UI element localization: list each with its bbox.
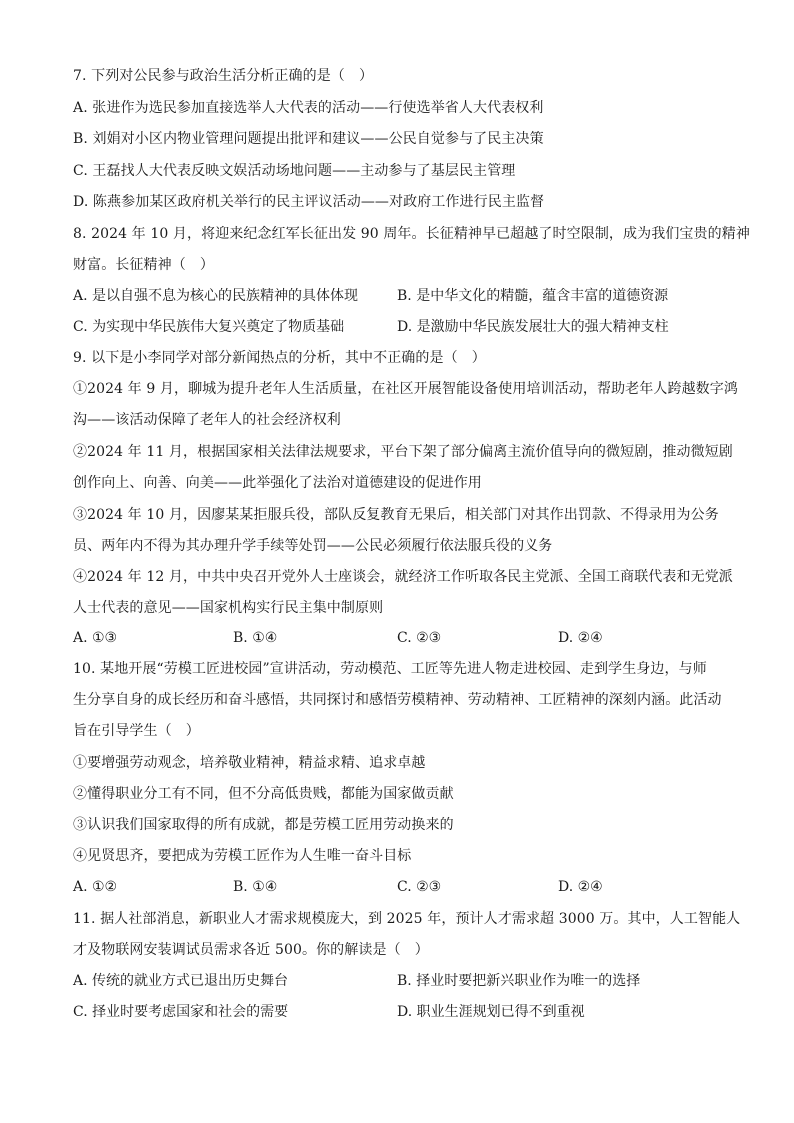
question-8-option-c: C. 为实现中华民族伟大复兴奠定了物质基础 <box>73 319 345 335</box>
question-8-option-d: D. 是激励中华民族发展壮大的强大精神支柱 <box>397 319 669 335</box>
question-8-option-a: A. 是以自强不息为核心的民族精神的具体体现 <box>73 288 359 304</box>
question-9-item-4-line-1: ④2024 年 12 月，中共中央召开党外人士座谈会，就经济工作听取各民主党派、全国工商联代表和无党派 <box>73 569 733 585</box>
question-9-item-1-line-2: 沟——该活动保障了老年人的社会经济权利 <box>73 412 341 428</box>
question-11-option-d: D. 职业生涯规划已得不到重视 <box>397 1004 585 1020</box>
question-8-stem-line-1: 8. 2024 年 10 月，将迎来纪念红军长征出发 90 周年。长征精神早已超越了时空限制，成为我们宝贵的精神 <box>73 226 750 242</box>
question-11-stem-line-2: 才及物联网安装调试员需求各近 500。你的解读是（ ） <box>73 942 429 958</box>
question-11-option-c: C. 择业时要考虑国家和社会的需要 <box>73 1004 289 1020</box>
question-10-option-c: C. ②③ <box>397 879 442 895</box>
question-10-stem-line-3: 旨在引导学生（ ） <box>73 723 200 739</box>
question-9-stem: 9. 以下是小李同学对部分新闻热点的分析，其中不正确的是（ ） <box>73 350 486 366</box>
question-9-item-1-line-1: ①2024 年 9 月，聊城为提升老年人生活质量，在社区开展智能设备使用培训活动，帮助老年人跨越数字鸿 <box>73 381 738 397</box>
question-10-option-a: A. ①② <box>73 879 118 895</box>
question-10-stem-line-2: 生分享自身的成长经历和奋斗感悟，共同探讨和感悟劳模精神、劳动精神、工匠精神的深刻内涵。此活动 <box>73 692 722 708</box>
question-7-stem: 7. 下列对公民参与政治生活分析正确的是（ ） <box>73 68 374 84</box>
question-10-option-b: B. ①④ <box>233 879 278 895</box>
question-9-item-4-line-2: 人士代表的意见——国家机构实行民主集中制原则 <box>73 600 384 616</box>
question-7-option-a: A. 张进作为选民参加直接选举人大代表的活动——行使选举省人大代表权利 <box>73 100 544 116</box>
question-7-option-d: D. 陈燕参加某区政府机关举行的民主评议活动——对政府工作进行民主监督 <box>73 194 545 210</box>
question-11-option-a: A. 传统的就业方式已退出历史舞台 <box>73 973 289 989</box>
question-10-item-1: ①要增强劳动观念，培养敬业精神，精益求精、追求卓越 <box>73 755 426 771</box>
question-10-option-d: D. ②④ <box>558 879 603 895</box>
question-9-item-3-line-1: ③2024 年 10 月，因廖某某拒服兵役，部队反复教育无果后，相关部门对其作出罚款、不得录用为公务 <box>73 507 719 523</box>
question-11-stem-line-1: 11. 据人社部消息，新职业人才需求规模庞大，到 2025 年，预计人才需求超 3000 万。其中，人工智能人 <box>73 911 741 927</box>
question-8-stem-line-2: 财富。长征精神（ ） <box>73 257 214 273</box>
question-7-option-b: B. 刘娟对小区内物业管理问题提出批评和建议——公民自觉参与了民主决策 <box>73 131 544 147</box>
question-9-item-3-line-2: 员、两年内不得为其办理升学手续等处罚——公民必须履行依法服兵役的义务 <box>73 538 553 554</box>
question-9-item-2-line-2: 创作向上、向善、向美——此举强化了法治对道德建设的促进作用 <box>73 475 482 491</box>
question-9-option-b: B. ①④ <box>233 630 278 646</box>
question-10-stem-line-1: 10. 某地开展“劳模工匠进校园”宣讲活动，劳动模范、工匠等先进人物走进校园、走到学生身边，与师 <box>73 661 707 677</box>
question-11-option-b: B. 择业时要把新兴职业作为唯一的选择 <box>397 973 641 989</box>
question-10-item-3: ③认识我们国家取得的所有成就，都是劳模工匠用劳动换来的 <box>73 817 454 833</box>
question-9-option-d: D. ②④ <box>558 630 603 646</box>
question-7-option-c: C. 王磊找人大代表反映文娱活动场地问题——主动参与了基层民主管理 <box>73 163 516 179</box>
question-10-item-2: ②懂得职业分工有不同，但不分高低贵贱，都能为国家做贡献 <box>73 786 454 802</box>
question-8-option-b: B. 是中华文化的精髓，蕴含丰富的道德资源 <box>397 288 669 304</box>
question-9-item-2-line-1: ②2024 年 11 月，根据国家相关法律法规要求，平台下架了部分偏离主流价值导向的微短剧，推动微短剧 <box>73 444 733 460</box>
question-9-option-a: A. ①③ <box>73 630 118 646</box>
question-10-item-4: ④见贤思齐，要把成为劳模工匠作为人生唯一奋斗目标 <box>73 848 412 864</box>
question-9-option-c: C. ②③ <box>397 630 442 646</box>
